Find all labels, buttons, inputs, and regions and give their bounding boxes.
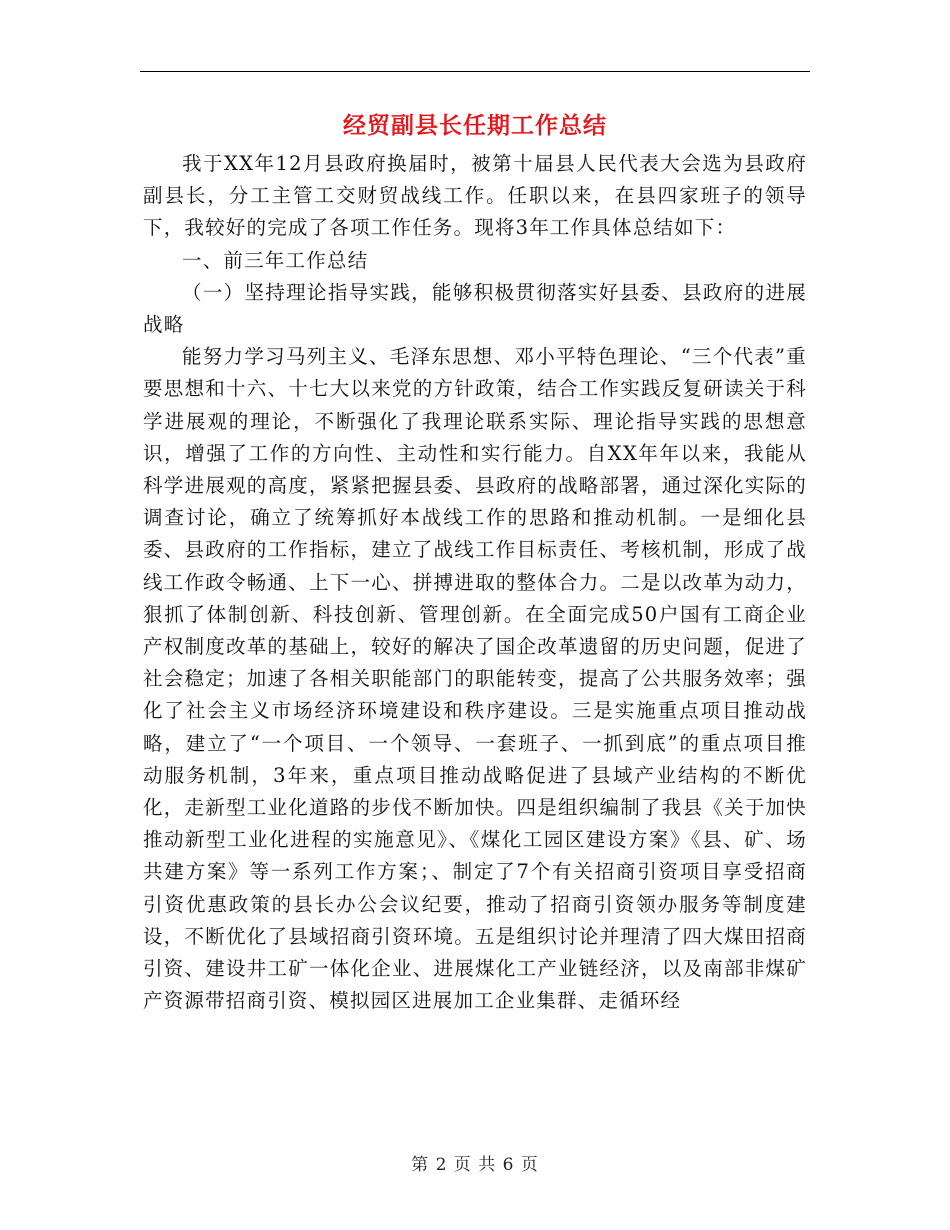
paragraph-body: 能努力学习马列主义、毛泽东思想、邓小平特色理论、“三个代表”重要思想和十六、十七大以来党的方针政策，结合工作实践反复研读关于科学进展观的理论，不断强化了我理论联系实际、理论指导实践的思想意识，增强了工作的方向性、主动性和实行能力。自XX年年以来，我能从科学进展观的高度，紧紧把握县委、县政府的战略部署，通过深化实际的调查讨论，确立了统筹抓好本战线工作的思路和推动机制。一是细化县委、县政府的工作指标，建立了战线工作目标责任、考核机制，形成了战线工作政令畅通、上下一心、拼搏进取的整体合力。二是以改革为动力，狠抓了体制创新、科技创新、管理创新。在全面完成50户国有工商企业产权制度改革的基础上，较好的解决了国企改革遗留的历史问题，促进了社会稳定；加速了各相关职能部门的职能转变，提高了公共服务效率；强化了社会主义市场经济环境建设和秩序建设。三是实施重点项目推动战略，建立了“一个项目、一个领导、一套班子、一抓到底”的重点项目推动服务机制，3年来，重点项目推动战略促进了县域产业结构的不断优化，走新型工业化道路的步伐不断加快。四是组织编制了我县《关于加快推动新型工业化进程的实施意见》、《煤化工园区建设方案》《县、矿、场共建方案》等一系列工作方案；、制定了7个有关招商引资项目享受招商引资优惠政策的县长办公会议纪要，推动了招商引资领办服务等制度建设，不断优化了县域招商引资环境。五是组织讨论并理清了四大煤田招商引资、建设井工矿一体化企业、进展煤化工产业链经济，以及南部非煤矿产资源带招商引资、模拟园区进展加工企业集群、走循环经	[143, 345, 807, 1013]
document-title: 经贸副县长任期工作总结	[343, 113, 607, 139]
subsection-heading: （一）坚持理论指导实践，能够积极贯彻落实好县委、县政府的进展战略	[143, 280, 807, 337]
section-heading: 一、前三年工作总结	[182, 248, 369, 272]
paragraph-intro: 我于XX年12月县政府换届时，被第十届县人民代表大会选为县政府副县长，分工主管工交财贸战线工作。任职以来，在县四家班子的领导下，我较好的完成了各项工作任务。现将3年工作具体总结如下：	[143, 152, 807, 240]
page-number-footer: 第 2 页 共 6 页	[411, 1155, 539, 1175]
header-rule	[140, 71, 810, 72]
document-body	[143, 148, 807, 1017]
